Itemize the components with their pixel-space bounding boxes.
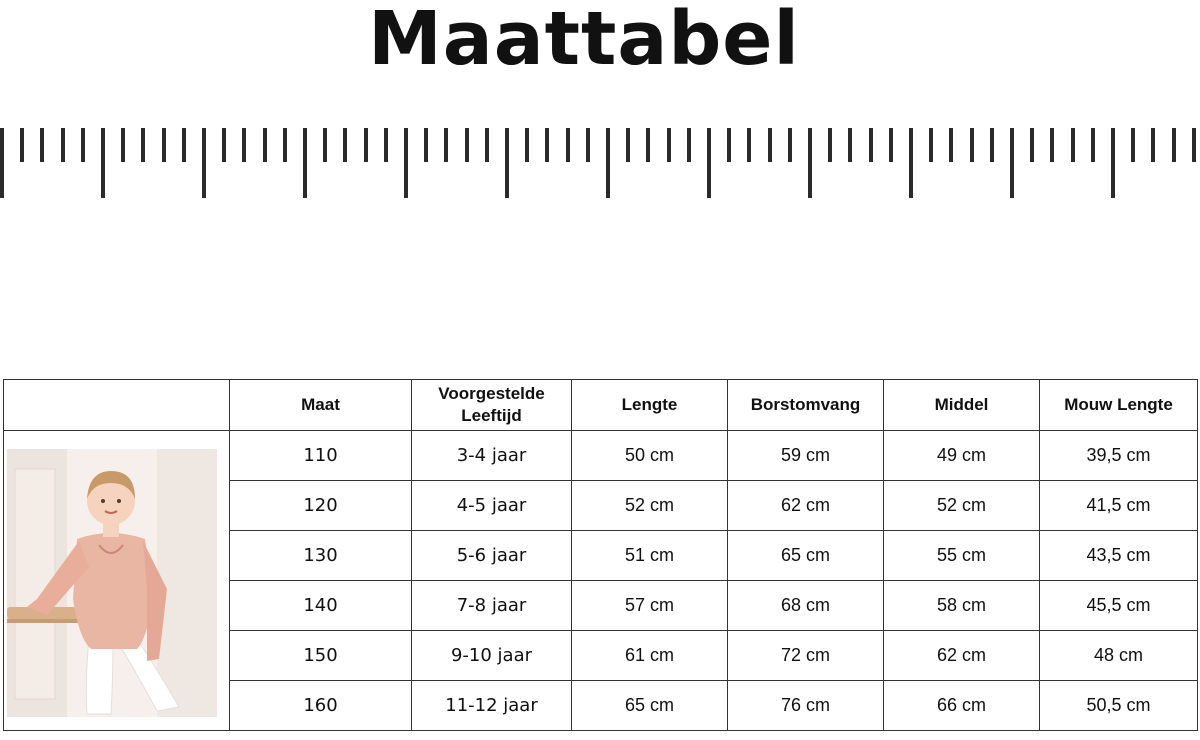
ruler-tick [283, 128, 287, 162]
cell-borstomvang: 65 cm [728, 531, 884, 581]
cell-borstomvang: 76 cm [728, 681, 884, 731]
ruler-tick [828, 128, 832, 162]
ruler-tick [20, 128, 24, 162]
ruler-tick [1050, 128, 1054, 162]
cell-middel: 66 cm [884, 681, 1040, 731]
header-leeftijd: Voorgestelde Leeftijd [412, 380, 572, 431]
ruler-tick [40, 128, 44, 162]
ruler-tick [929, 128, 933, 162]
ruler-tick [0, 128, 4, 198]
ruler-tick [687, 128, 691, 162]
ruler-tick [343, 128, 347, 162]
ruler-tick [545, 128, 549, 162]
cell-borstomvang: 72 cm [728, 631, 884, 681]
ruler-tick [263, 128, 267, 162]
ruler-tick [970, 128, 974, 162]
ruler-tick [364, 128, 368, 162]
ruler-tick [768, 128, 772, 162]
header-photo [4, 380, 230, 431]
ruler-tick [808, 128, 812, 198]
ruler-tick [101, 128, 105, 198]
ruler-tick [626, 128, 630, 162]
ruler-tick [465, 128, 469, 162]
ruler-tick [788, 128, 792, 162]
ruler-tick [646, 128, 650, 162]
page-title: Maattabel [368, 0, 800, 82]
ruler-tick [242, 128, 246, 162]
ruler-tick [485, 128, 489, 162]
header-lengte: Lengte [572, 380, 728, 431]
ruler-tick [566, 128, 570, 162]
ruler-tick [61, 128, 65, 162]
ruler-tick [222, 128, 226, 162]
ruler-tick [606, 128, 610, 198]
ruler-tick [727, 128, 731, 162]
cell-middel: 55 cm [884, 531, 1040, 581]
cell-borstomvang: 59 cm [728, 431, 884, 481]
cell-mouw-lengte: 45,5 cm [1040, 581, 1198, 631]
ruler-tick [1091, 128, 1095, 162]
cell-mouw-lengte: 41,5 cm [1040, 481, 1198, 531]
ruler-tick [1192, 128, 1196, 162]
header-borstomvang: Borstomvang [728, 380, 884, 431]
cell-middel: 58 cm [884, 581, 1040, 631]
table-row [4, 431, 1198, 481]
cell-maat: 140 [230, 581, 412, 631]
cell-leeftijd: 3-4 jaar [412, 431, 572, 481]
cell-lengte: 52 cm [572, 481, 728, 531]
ruler-tick [1071, 128, 1075, 162]
cell-maat: 130 [230, 531, 412, 581]
cell-leeftijd: 7-8 jaar [412, 581, 572, 631]
product-photo-cell [4, 431, 230, 731]
cell-lengte: 61 cm [572, 631, 728, 681]
ruler-tick [909, 128, 913, 198]
cell-leeftijd: 11-12 jaar [412, 681, 572, 731]
ruler-tick [869, 128, 873, 162]
ruler-tick [303, 128, 307, 198]
ruler-tick [889, 128, 893, 162]
ruler-tick [202, 128, 206, 198]
ruler-tick [586, 128, 590, 162]
ruler-tick [384, 128, 388, 162]
header-maat: Maat [230, 380, 412, 431]
ruler-tick [848, 128, 852, 162]
cell-lengte: 50 cm [572, 431, 728, 481]
cell-middel: 62 cm [884, 631, 1040, 681]
cell-mouw-lengte: 39,5 cm [1040, 431, 1198, 481]
ruler-tick [81, 128, 85, 162]
cell-lengte: 65 cm [572, 681, 728, 731]
ruler-tick [747, 128, 751, 162]
cell-maat: 110 [230, 431, 412, 481]
ruler-tick [424, 128, 428, 162]
cell-maat: 120 [230, 481, 412, 531]
cell-middel: 49 cm [884, 431, 1040, 481]
ruler-tick [404, 128, 408, 198]
ruler-tick [182, 128, 186, 162]
ruler-tick [323, 128, 327, 162]
ruler-tick [667, 128, 671, 162]
cell-leeftijd: 4-5 jaar [412, 481, 572, 531]
ruler-tick [162, 128, 166, 162]
ruler-tick [1010, 128, 1014, 198]
cell-borstomvang: 62 cm [728, 481, 884, 531]
ruler-tick [121, 128, 125, 162]
cell-borstomvang: 68 cm [728, 581, 884, 631]
size-table [3, 379, 1198, 731]
cell-maat: 160 [230, 681, 412, 731]
cell-leeftijd: 5-6 jaar [412, 531, 572, 581]
ruler-tick [141, 128, 145, 162]
ruler-tick [1131, 128, 1135, 162]
cell-maat: 150 [230, 631, 412, 681]
cell-leeftijd: 9-10 jaar [412, 631, 572, 681]
ruler-tick [1172, 128, 1176, 162]
child-ballet-leotard-photo [7, 449, 217, 717]
ruler-tick [990, 128, 994, 162]
ruler-tick [444, 128, 448, 162]
ruler-tick [1030, 128, 1034, 162]
ruler-tick [1111, 128, 1115, 198]
cell-mouw-lengte: 48 cm [1040, 631, 1198, 681]
ruler-tick [949, 128, 953, 162]
header-middel: Middel [884, 380, 1040, 431]
ruler-tick [505, 128, 509, 198]
cell-mouw-lengte: 50,5 cm [1040, 681, 1198, 731]
ruler-tick [525, 128, 529, 162]
cell-lengte: 51 cm [572, 531, 728, 581]
cell-mouw-lengte: 43,5 cm [1040, 531, 1198, 581]
table-header-row [4, 380, 1198, 431]
cell-middel: 52 cm [884, 481, 1040, 531]
ruler-tick [1151, 128, 1155, 162]
cell-lengte: 57 cm [572, 581, 728, 631]
ruler-tick [707, 128, 711, 198]
ruler-graphic [0, 128, 1200, 200]
header-mouw-lengte: Mouw Lengte [1040, 380, 1198, 431]
